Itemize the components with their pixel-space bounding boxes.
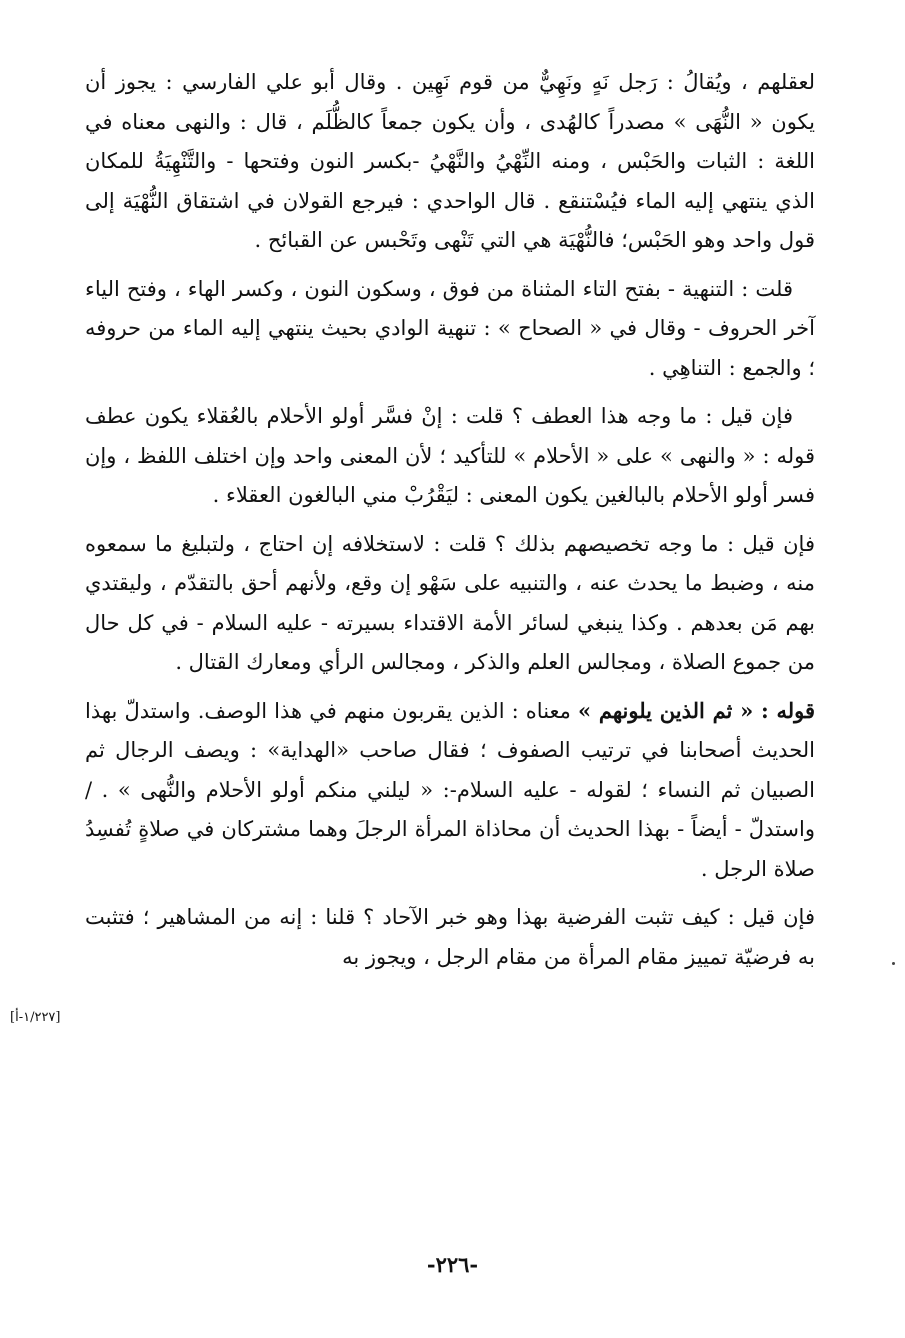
paragraph-5-text: معناه : الذين يقربون منهم في هذا الوصف. واستدلّ بهذا الحديث أصحابنا في ترتيب الصفوف ؛ فقال صاحب «الهداية» : ويصف الرجال ثم الصبيان ثم النساء ؛ لقوله - عليه السلام-: « ليلني منكم أولو الأحلام والنُّهى » . / واستدلّ - أيضاً - بهذا الحديث أن محاذاة المرأة الرجلَ وهما مشتركان في صلاةٍ تُفسِدُ صلاة الرجل .: [85, 698, 815, 881]
paragraph-4: [85, 524, 815, 683]
page-number: -٢٢٦-: [426, 1252, 479, 1277]
margin-manuscript-reference: [١/٢٢٧-أ]: [10, 1010, 61, 1025]
paragraph-2: [85, 269, 815, 389]
paragraph-2-text: قلت : التنهية - بفتح التاء المثناة من فوق ، وسكون النون ، وكسر الهاء ، وفتح الياء آخر الحروف - وقال في « الصحاح » : تنهية الوادي بحيث ينتهي إليه الماء من حروفه ؛ والجمع : التناهِي .: [85, 276, 815, 380]
paragraph-5: [85, 691, 815, 890]
paragraph-1-text: لعقلهم ، ويُقالُ : رَجل نَهٍ ونَهِيٌّ من قوم نَهِين . وقال أبو علي الفارسي : يجوز أن يكون « النُّهَى » مصدراً كالهُدى ، وأن يكون جمعاً كالظُّلَم ، قال : والنهى معناه في اللغة : الثبات والحَبْس ، ومنه النِّهْيُ والنَّهْيُ -بكسر النون وفتحها - والتَّنْهِيَةُ للمكان الذي ينتهي إليه الماء فيُسْتنقع . قال الواحدي : فيرجع القولان في اشتقاق النُّهْيَة إلى قول واحد وهو الحَبْس؛ فالنُّهْيَة هي التي تَنْهى وتَحْبس عن القبائح .: [85, 70, 815, 252]
scan-speck: [892, 962, 895, 965]
main-text: [85, 62, 815, 977]
paragraph-4-text: فإن قيل : ما وجه تخصيصهم بذلك ؟ قلت : لاستخلافه إن احتاج ، ولتبليغ ما سمعوه منه ، وضبط ما يحدث عنه ، والتنبيه على سَهْو إن وقع، ولأنهم أحق بالتقدّم ، وليقتدي بهم مَن بعدهم . وكذا ينبغي لسائر الأمة الاقتداء بسيرته - عليه السلام - في كل حال من جموع الصلاة ، ومجالس العلم والذكر ، ومجالس الرأي ومعارك القتال .: [85, 531, 815, 674]
paragraph-6: [85, 897, 815, 977]
paragraph-6-text: فإن قيل : كيف تثبت الفرضية بهذا وهو خبر الآحاد ؟ قلنا : إنه من المشاهير ؛ فتثبت به فرضيّة تمييز مقام المرأة من مقام الرجل ، ويجوز به: [85, 905, 815, 969]
paragraph-3-text: فإن قيل : ما وجه هذا العطف ؟ قلت : إنْ فسَّر أولو الأحلام بالعُقلاء يكون عطف قوله : « والنهى » على « الأحلام » للتأكيد ؛ لأن المعنى واحد وإن اختلف اللفظ ، وإن فسر أولو الأحلام بالبالغين يكون المعنى : ليَقْرُبْ مني البالغون العقلاء .: [85, 404, 815, 507]
paragraph-3: [85, 396, 815, 516]
paragraph-1: [85, 62, 815, 261]
paragraph-5-lead: قوله : « ثم الذين يلونهم »: [578, 697, 815, 723]
